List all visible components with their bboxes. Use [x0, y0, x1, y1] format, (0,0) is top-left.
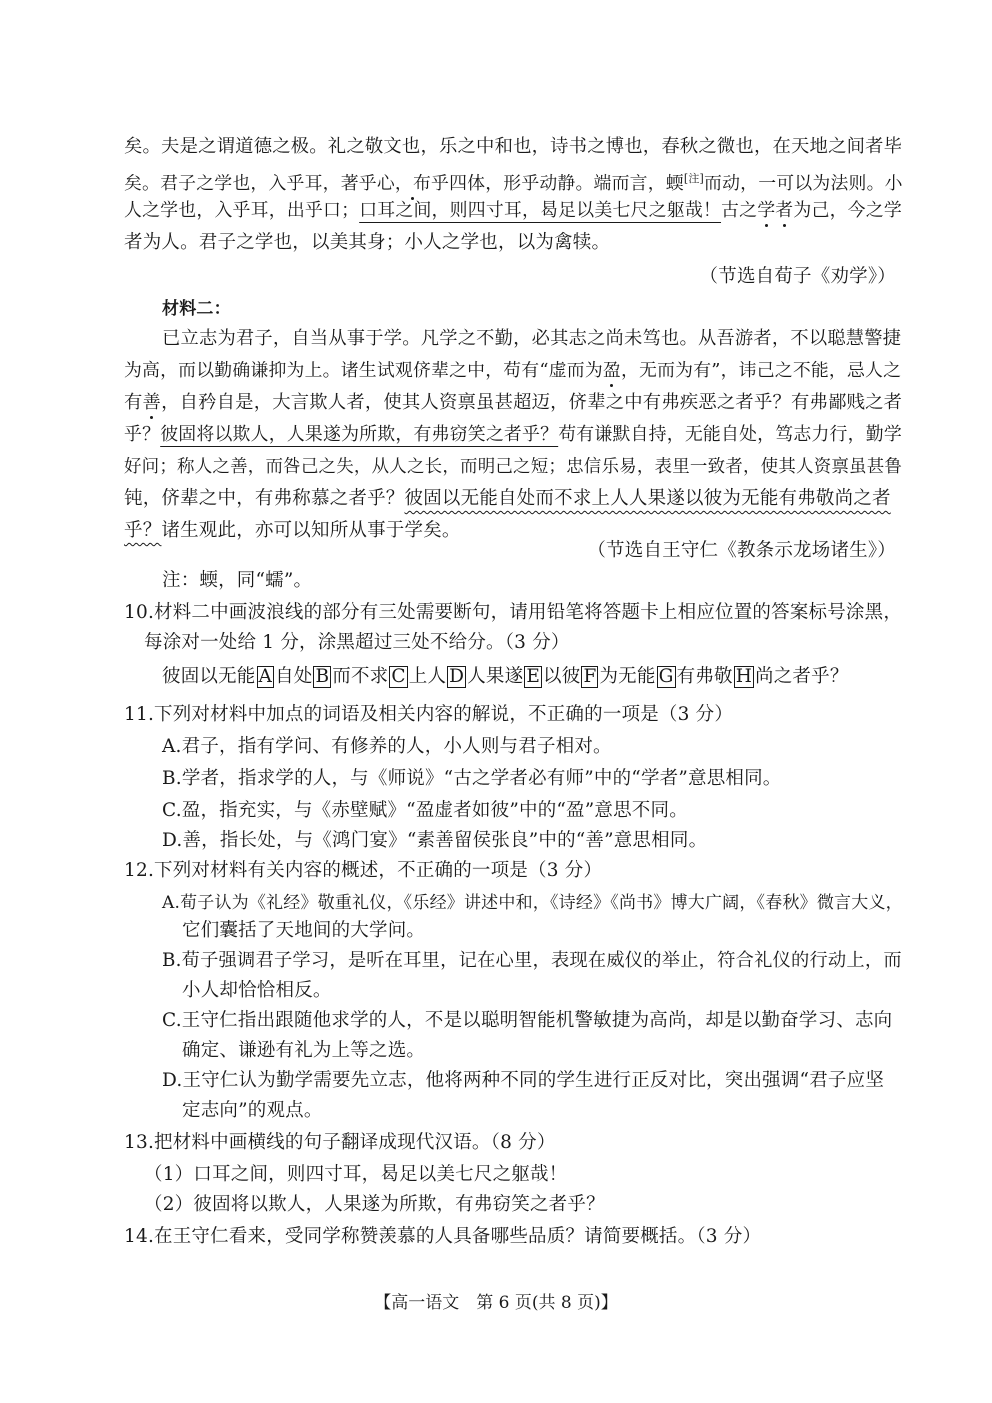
q12-option-d-line2: 定志向”的观点。 [182, 1100, 323, 1121]
answer-mark-b[interactable]: B [315, 666, 330, 687]
passage1-source: （节选自荀子《劝学》） [699, 266, 896, 287]
q14-stem: 14.在王守仁看来，受同学称赞羡慕的人具备哪些品质？请简要概括。（3 分） [124, 1226, 762, 1247]
passage1-line4: 者为人。君子之学也，以美其身；小人之学也，以为禽犊。 [124, 232, 611, 253]
dotted-word-ying: 盈 [602, 360, 621, 381]
material2-heading: 材料二： [162, 299, 231, 319]
q13-sentence-2: （2）彼固将以欺人，人果遂为所欺，有弗窃笑之者乎？ [144, 1194, 605, 1215]
q10-stem-line2: 每涂对一处给 1 分，涂黑超过三处不给分。（3 分） [144, 632, 570, 653]
answer-mark-g[interactable]: G [658, 666, 674, 687]
passage2-line2: 为高，而以勤确谦抑为上。诸生试观侪辈之中，苟有“虚而为盈，无而为有”，讳己之不能，忌人之 [124, 360, 902, 381]
wavy-line-segment-end: 乎？ [124, 520, 162, 541]
q12-option-d-line1: D.王守仁认为勤学需要先立志，他将两种不同的学生进行正反对比，突出强调“君子应坚 [162, 1070, 885, 1091]
q11-option-d: D.善，指长处，与《鸿门宴》“素善留侯张良”中的“善”意思相同。 [162, 830, 708, 851]
answer-mark-e[interactable]: E [526, 666, 541, 687]
answer-mark-c[interactable]: C [391, 666, 406, 687]
q10-stem-line1: 10.材料二中画波浪线的部分有三处需要断句，请用铅笔将答题卡上相应位置的答案标号涂黑， [124, 602, 903, 623]
q11-stem: 11.下列对材料中加点的词语及相关内容的解说，不正确的一项是（3 分） [124, 704, 734, 725]
passage1-line1: 矣。夫是之谓道德之极。礼之敬文也，乐之中和也，诗书之博也，春秋之微也，在天地之间者毕 [124, 136, 903, 157]
passage2-line6: 钝，侪辈之中，有弗称慕之者乎？彼固以无能自处而不求上人人果遂以彼为无能有弗敬尚之者 [124, 488, 891, 509]
q10-sentence: 彼固以无能 A 自处 B 而不求 C 上人 D 人果遂 E 以彼 F 为无能 G 有弗敬 H 尚之者乎？ [162, 666, 849, 687]
wavy-line-segment: 彼固以无能自处而不求上人人果遂以彼为无能有弗敬尚之者 [404, 488, 891, 509]
page-footer: 【高一语文 第 6 页(共 8 页)】 [374, 1293, 618, 1313]
answer-mark-h[interactable]: H [735, 666, 753, 687]
q12-option-b-line2: 小人却恰恰相反。 [182, 980, 332, 1001]
q11-option-b: B.学者，指求学的人，与《师说》“古之学者必有师”中的“学者”意思相同。 [162, 768, 782, 789]
q11-option-c: C.盈，指充实，与《赤壁赋》“盈虚者如彼”中的“盈”意思不同。 [162, 800, 688, 821]
underlined-sentence-2: 彼固将以欺人，人果遂为所欺，有弗窃笑之者乎？ [160, 424, 559, 445]
passage2-line1: 已立志为君子，自当从事于学。凡学之不勤，必其志之尚未笃也。从吾游者，不以聪慧警捷 [162, 328, 902, 349]
passage2-line5: 好问；称人之善，而咎己之失，从人之长，而明己之短；忠信乐易，表里一致者，使其人资禀虽甚鲁 [124, 457, 903, 477]
answer-mark-d[interactable]: D [449, 666, 465, 687]
q12-option-b-line1: B.荀子强调君子学习，是听在耳里，记在心里，表现在威仪的举止，符合礼仪的行动上，而 [162, 950, 902, 971]
q13-sentence-1: （1）口耳之间，则四寸耳，曷足以美七尺之躯哉！ [144, 1164, 568, 1185]
dotted-word-junzi: 君子之学也，入乎耳，著乎心，布乎四体，形乎动静。端而言， [160, 173, 666, 194]
footnote: 注：蝡，同“蠕”。 [162, 570, 313, 591]
q12-option-a-line2: 它们囊括了天地间的大学问。 [182, 920, 426, 941]
q13-stem: 13.把材料中画横线的句子翻译成现代汉语。（8 分） [124, 1132, 556, 1153]
passage1-line2: 矣。君子之学也，入乎耳，著乎心，布乎四体，形乎动静。端而言，蝡[注]而动，一可以为法则。小 [124, 172, 903, 194]
q11-option-a: A.君子，指有学问、有修养的人，小人则与君子相对。 [162, 736, 612, 757]
footnote-marker: [注] [683, 172, 705, 185]
q12-option-c-line2: 确定、谦逊有礼为上等之选。 [182, 1040, 426, 1061]
q12-stem: 12.下列对材料有关内容的概述，不正确的一项是（3 分） [124, 860, 603, 881]
q12-option-a-line1: A.荀子认为《礼经》敬重礼仪，《乐经》讲述中和，《诗经》《尚书》博大广阔，《春秋》微言大义， [162, 893, 903, 913]
passage1-line3: 人之学也，入乎耳，出乎口；口耳之间，则四寸耳，曷足以美七尺之躯哉！古之学者为己，今之学 [124, 200, 902, 221]
passage2-line7: 乎？诸生观此，亦可以知所从事于学矣。 [124, 520, 461, 541]
underlined-sentence-1: 口耳之间，则四寸耳，曷足以美七尺之躯哉！ [359, 200, 722, 221]
q12-option-c-line1: C.王守仁指出跟随他求学的人，不是以聪明智能机警敏捷为高尚，却是以勤奋学习、志向 [162, 1010, 893, 1031]
passage2-line3: 有善，自矜自是，大言欺人者，使其人资禀虽甚超迈，侪辈之中有弗疾恶之者乎？有弗鄙贱之者 [124, 392, 903, 413]
answer-mark-a[interactable]: A [258, 666, 273, 687]
dotted-word-shan: 善 [142, 392, 162, 413]
passage2-line4: 乎？彼固将以欺人，人果遂为所欺，有弗窃笑之者乎？苟有谦默自持，无能自处，笃志力行，勤学 [124, 424, 902, 445]
answer-mark-f[interactable]: F [583, 666, 597, 687]
passage2-source: （节选自王守仁《教条示龙场诸生》） [587, 540, 896, 561]
